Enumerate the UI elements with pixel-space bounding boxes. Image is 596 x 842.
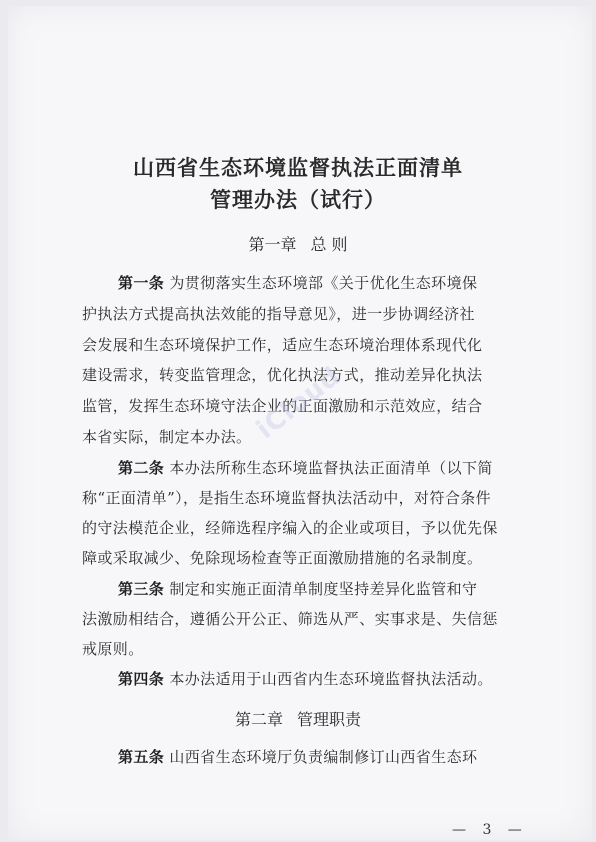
chapter-name: 总 则 bbox=[310, 235, 348, 254]
article-3-line: 法激励相结合，遵循公开公正、筛选从严、实事求是、失信惩 bbox=[82, 610, 498, 628]
article-2-line: 的守法模范企业，经筛选程序编入的企业或项目，予以优先保 bbox=[82, 519, 498, 537]
document-title-line2: 管理办法（试行） bbox=[210, 187, 386, 212]
article-1-line: 护执法方式提高执法效能的指导意见》，进一步协调经济社 bbox=[82, 305, 475, 323]
article-5-line bbox=[118, 746, 518, 767]
article-label: 第五条 bbox=[118, 748, 165, 766]
chapter-number: 第一章 bbox=[248, 235, 297, 254]
article-3-line bbox=[118, 578, 518, 599]
cloud-watermark: iCloud bbox=[251, 361, 347, 445]
article-1-line: 监管，发挥生态环境守法企业的正面激励和示范效应，结合 bbox=[82, 397, 483, 415]
article-text: 制定和实施正面清单制度坚持差异化监管和守 bbox=[169, 580, 478, 598]
article-1-line bbox=[118, 272, 518, 293]
article-2-line bbox=[118, 457, 518, 478]
article-text: 为贯彻落实生态环境部《关于优化生态环境保 bbox=[169, 274, 478, 292]
chapter-heading-2 bbox=[0, 707, 596, 730]
article-4-line bbox=[118, 668, 518, 689]
page-number: — 3 — bbox=[452, 822, 528, 838]
document-title-line1: 山西省生态环境监督执法正面清单 bbox=[133, 155, 463, 180]
article-2-line: 障或采取减少、免除现场检查等正面激励措施的名录制度。 bbox=[82, 549, 483, 567]
chapter-name: 管理职责 bbox=[297, 710, 362, 729]
article-1-line: 建设需求，转变监管理念，优化执法方式，推动差异化执法 bbox=[82, 366, 483, 384]
article-text: 本办法适用于山西省内生态环境监督执法活动。 bbox=[169, 670, 493, 688]
article-label: 第一条 bbox=[118, 274, 165, 292]
article-text: 本办法所称生态环境监督执法正面清单（以下简 bbox=[169, 459, 493, 477]
article-text: 山西省生态环境厅负责编制修订山西省生态环 bbox=[169, 748, 478, 766]
article-1-line: 会发展和生态环境保护工作，适应生态环境治理体系现代化 bbox=[82, 336, 483, 354]
chapter-number: 第二章 bbox=[234, 710, 283, 729]
article-2-line: 称“正面清单”），是指生态环境监督执法活动中，对符合条件 bbox=[82, 489, 492, 507]
article-3-line: 戒原则。 bbox=[82, 640, 144, 658]
article-1-line: 本省实际，制定本办法。 bbox=[82, 428, 252, 446]
article-label: 第三条 bbox=[118, 580, 165, 598]
article-label: 第四条 bbox=[118, 670, 165, 688]
chapter-heading-1 bbox=[0, 232, 596, 255]
article-label: 第二条 bbox=[118, 459, 165, 477]
